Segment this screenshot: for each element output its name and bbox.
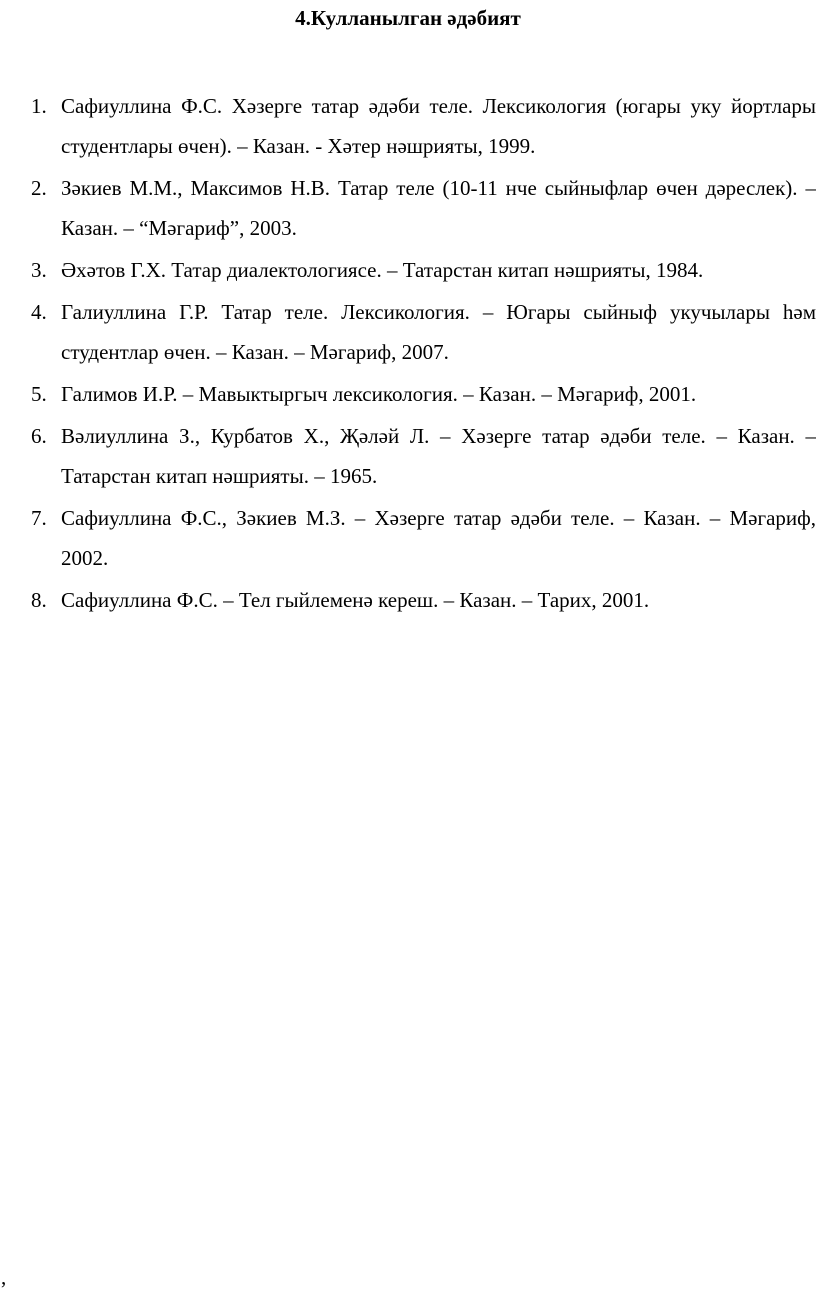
reference-text: Вәлиуллина З., Курбатов Х., Җәләй Л. – Хәзерге татар әдәби теле. – Казан. – Татарстан китап нәшрияты. – 1965. <box>61 424 816 488</box>
reference-text: Әхәтов Г.Х. Татар диалектологиясе. – Татарстан китап нәшрияты, 1984. <box>61 258 704 282</box>
reference-number: 7. <box>31 506 47 530</box>
reference-number: 3. <box>31 258 47 282</box>
footer-mark: , <box>1 1265 7 1289</box>
reference-item-7 <box>0 498 816 578</box>
reference-text: Галиуллина Г.Р. Татар теле. Лексикология. – Югары сыйныф укучылары һәм студентлар өчен. – Казан. – Мәгариф, 2007. <box>61 300 816 364</box>
reference-number: 1. <box>31 94 47 118</box>
reference-number: 4. <box>31 300 47 324</box>
reference-text: Сафиуллина Ф.С., Зәкиев М.З. – Хәзерге татар әдәби теле. – Казан. – Мәгариф, 2002. <box>61 506 816 570</box>
reference-item-3 <box>0 250 816 290</box>
reference-item-2 <box>0 168 816 248</box>
page-title: 4.Кулланылган әдәбият <box>295 6 521 30</box>
reference-number: 8. <box>31 588 47 612</box>
reference-number: 6. <box>31 424 47 448</box>
reference-item-8 <box>0 580 816 620</box>
reference-text: Зәкиев М.М., Максимов Н.В. Татар теле (10-11 нче сыйныфлар өчен дәреслек). – Казан. – “Мәгариф”, 2003. <box>61 176 816 240</box>
reference-item-1 <box>0 86 816 166</box>
reference-item-6 <box>0 416 816 496</box>
reference-text: Сафиуллина Ф.С. Хәзерге татар әдәби теле. Лексикология (югары уку йортлары студентлары өчен). – Казан. - Хәтер нәшрияты, 1999. <box>61 94 816 158</box>
reference-list <box>0 86 816 622</box>
reference-text: Сафиуллина Ф.С. – Тел гыйлеменә кереш. – Казан. – Тарих, 2001. <box>61 588 650 612</box>
reference-item-4 <box>0 292 816 372</box>
reference-number: 2. <box>31 176 47 200</box>
reference-text: Галимов И.Р. – Мавыктыргыч лексикология. – Казан. – Мәгариф, 2001. <box>61 382 697 406</box>
reference-item-5 <box>0 374 816 414</box>
reference-number: 5. <box>31 382 47 406</box>
